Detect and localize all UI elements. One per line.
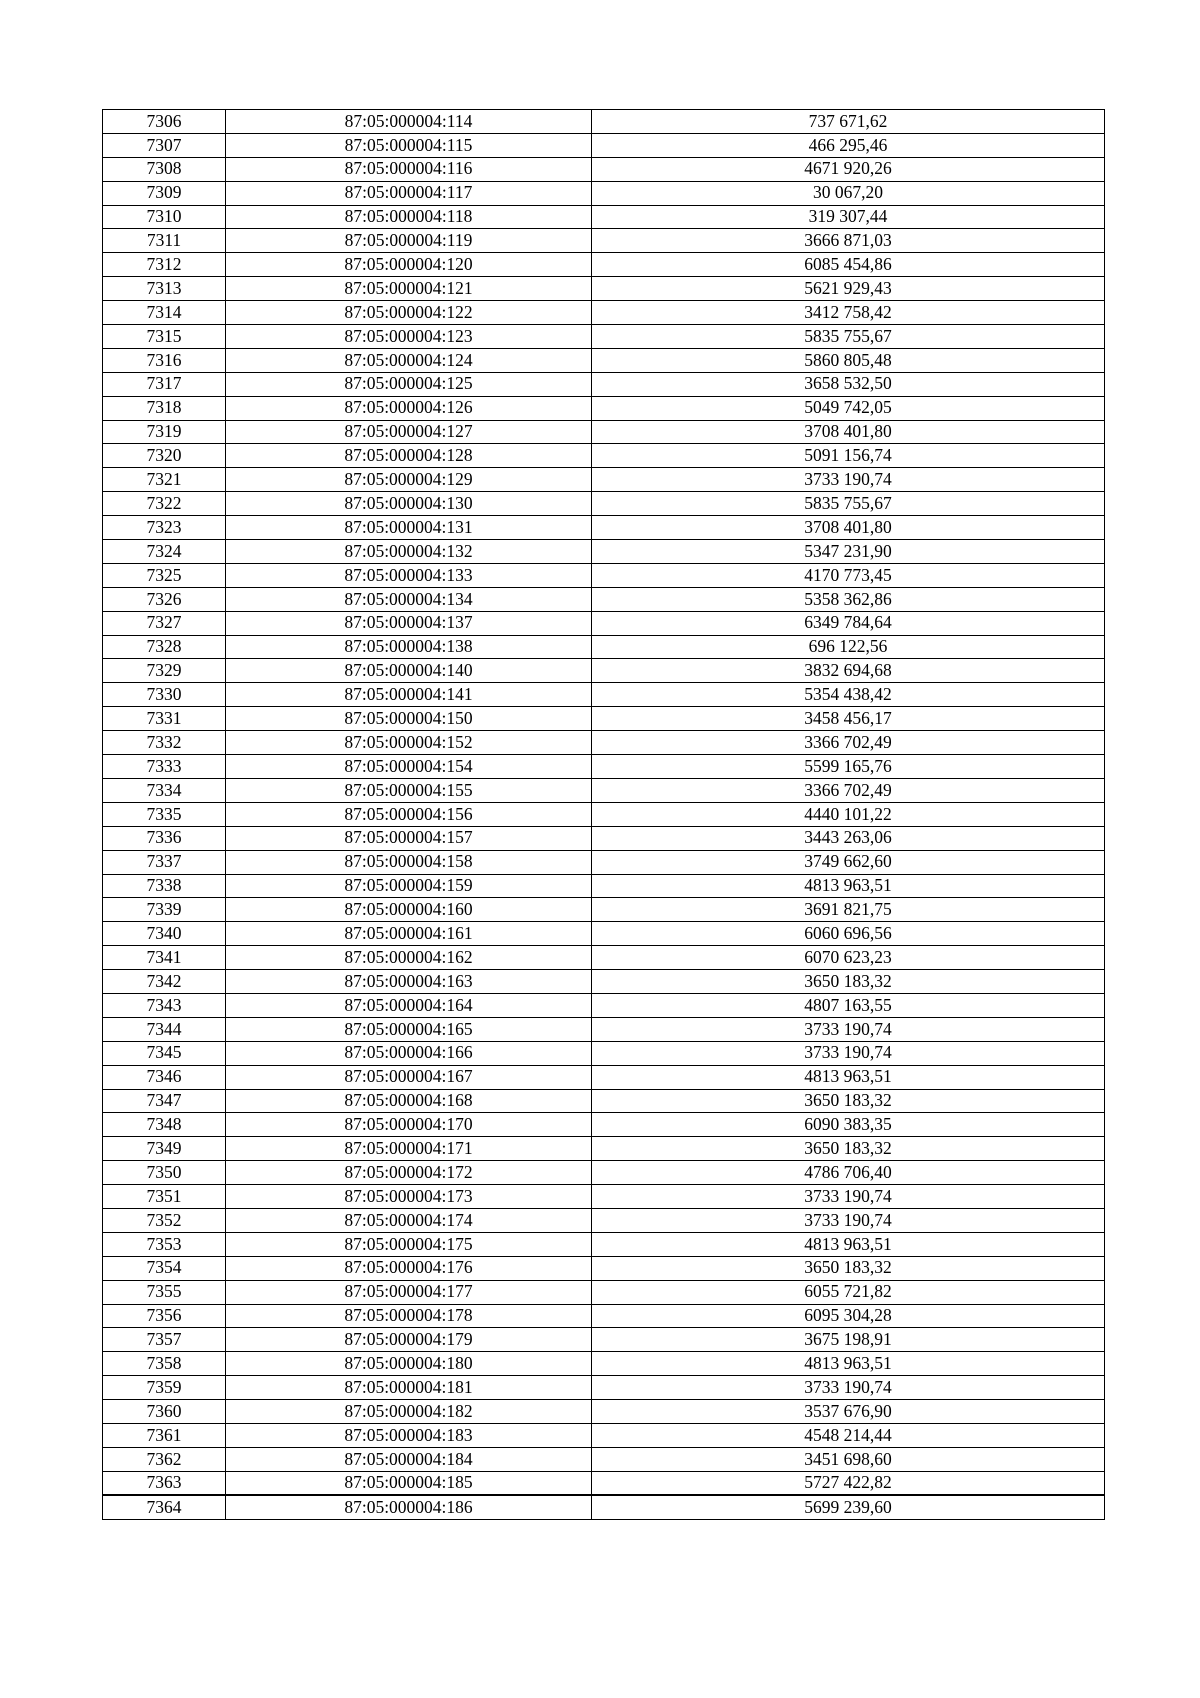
table-row [103, 1328, 1105, 1352]
table-row [103, 253, 1105, 277]
cadastral-number-cell: 87:05:000004:128 [226, 444, 592, 468]
table-row [103, 325, 1105, 349]
row-number-cell: 7357 [103, 1328, 226, 1352]
cadastral-number-cell: 87:05:000004:186 [226, 1495, 592, 1519]
row-number-cell: 7332 [103, 731, 226, 755]
row-number-cell: 7313 [103, 277, 226, 301]
cadastral-value-cell: 6060 696,56 [592, 922, 1105, 946]
table-row [103, 468, 1105, 492]
cadastral-number-cell: 87:05:000004:159 [226, 874, 592, 898]
table-row [103, 587, 1105, 611]
cadastral-number-cell: 87:05:000004:116 [226, 157, 592, 181]
table-row [103, 850, 1105, 874]
row-number-cell: 7330 [103, 683, 226, 707]
table-row [103, 1161, 1105, 1185]
cadastral-number-cell: 87:05:000004:154 [226, 755, 592, 779]
row-number-cell: 7336 [103, 826, 226, 850]
cadastral-number-cell: 87:05:000004:183 [226, 1423, 592, 1447]
cadastral-value-cell: 3412 758,42 [592, 301, 1105, 325]
table-row [103, 492, 1105, 516]
cadastral-value-cell: 4813 963,51 [592, 1232, 1105, 1256]
cadastral-value-cell: 5599 165,76 [592, 755, 1105, 779]
table-row [103, 277, 1105, 301]
cadastral-number-cell: 87:05:000004:181 [226, 1376, 592, 1400]
cadastral-value-cell: 6085 454,86 [592, 253, 1105, 277]
cadastral-number-cell: 87:05:000004:170 [226, 1113, 592, 1137]
cadastral-value-cell: 3658 532,50 [592, 372, 1105, 396]
table-row [103, 1352, 1105, 1376]
cadastral-value-cell: 3650 183,32 [592, 1137, 1105, 1161]
table-row [103, 1280, 1105, 1304]
cadastral-value-cell: 6349 784,64 [592, 611, 1105, 635]
row-number-cell: 7320 [103, 444, 226, 468]
cadastral-number-cell: 87:05:000004:178 [226, 1304, 592, 1328]
table-row [103, 157, 1105, 181]
cadastral-value-cell: 737 671,62 [592, 110, 1105, 134]
table-row [103, 205, 1105, 229]
cadastral-value-cell: 319 307,44 [592, 205, 1105, 229]
row-number-cell: 7359 [103, 1376, 226, 1400]
cadastral-value-cell: 5727 422,82 [592, 1471, 1105, 1495]
cadastral-value-cell: 696 122,56 [592, 635, 1105, 659]
cadastral-value-cell: 3366 702,49 [592, 731, 1105, 755]
table-row [103, 1065, 1105, 1089]
row-number-cell: 7333 [103, 755, 226, 779]
cadastral-number-cell: 87:05:000004:129 [226, 468, 592, 492]
table-row [103, 181, 1105, 205]
table-row [103, 1471, 1105, 1495]
cadastral-value-cell: 5091 156,74 [592, 444, 1105, 468]
table-row [103, 1185, 1105, 1209]
table-row [103, 420, 1105, 444]
row-number-cell: 7340 [103, 922, 226, 946]
cadastral-number-cell: 87:05:000004:180 [226, 1352, 592, 1376]
cadastral-value-cell: 3708 401,80 [592, 420, 1105, 444]
cadastral-value-cell: 3650 183,32 [592, 1256, 1105, 1280]
row-number-cell: 7343 [103, 993, 226, 1017]
cadastral-value-cell: 4813 963,51 [592, 874, 1105, 898]
table-row [103, 1113, 1105, 1137]
row-number-cell: 7319 [103, 420, 226, 444]
row-number-cell: 7308 [103, 157, 226, 181]
cadastral-value-cell: 4813 963,51 [592, 1065, 1105, 1089]
row-number-cell: 7353 [103, 1232, 226, 1256]
cadastral-number-cell: 87:05:000004:158 [226, 850, 592, 874]
row-number-cell: 7347 [103, 1089, 226, 1113]
cadastral-number-cell: 87:05:000004:166 [226, 1041, 592, 1065]
table-row [103, 922, 1105, 946]
row-number-cell: 7329 [103, 659, 226, 683]
cadastral-number-cell: 87:05:000004:133 [226, 563, 592, 587]
table-row [103, 1447, 1105, 1471]
table-row [103, 1256, 1105, 1280]
cadastral-value-cell: 3733 190,74 [592, 1208, 1105, 1232]
cadastral-number-cell: 87:05:000004:131 [226, 516, 592, 540]
cadastral-number-cell: 87:05:000004:125 [226, 372, 592, 396]
cadastral-value-cell: 6095 304,28 [592, 1304, 1105, 1328]
cadastral-number-cell: 87:05:000004:156 [226, 802, 592, 826]
cadastral-value-cell: 3458 456,17 [592, 707, 1105, 731]
table-body [103, 110, 1105, 1520]
cadastral-number-cell: 87:05:000004:182 [226, 1400, 592, 1424]
cadastral-value-cell: 3733 190,74 [592, 1041, 1105, 1065]
table-row [103, 1232, 1105, 1256]
row-number-cell: 7352 [103, 1208, 226, 1232]
cadastral-value-cell: 3443 263,06 [592, 826, 1105, 850]
cadastral-value-cell: 3537 676,90 [592, 1400, 1105, 1424]
cadastral-value-cell: 3733 190,74 [592, 468, 1105, 492]
row-number-cell: 7327 [103, 611, 226, 635]
row-number-cell: 7310 [103, 205, 226, 229]
cadastral-value-cell: 5358 362,86 [592, 587, 1105, 611]
cadastral-number-cell: 87:05:000004:174 [226, 1208, 592, 1232]
cadastral-value-cell: 3749 662,60 [592, 850, 1105, 874]
row-number-cell: 7312 [103, 253, 226, 277]
table-row [103, 563, 1105, 587]
row-number-cell: 7350 [103, 1161, 226, 1185]
row-number-cell: 7325 [103, 563, 226, 587]
cadastral-value-cell: 5860 805,48 [592, 348, 1105, 372]
cadastral-number-cell: 87:05:000004:162 [226, 946, 592, 970]
cadastral-value-cell: 5699 239,60 [592, 1495, 1105, 1519]
table-row [103, 683, 1105, 707]
cadastral-number-cell: 87:05:000004:132 [226, 540, 592, 564]
cadastral-value-cell: 4548 214,44 [592, 1423, 1105, 1447]
cadastral-number-cell: 87:05:000004:175 [226, 1232, 592, 1256]
table-row [103, 301, 1105, 325]
row-number-cell: 7314 [103, 301, 226, 325]
cadastral-number-cell: 87:05:000004:124 [226, 348, 592, 372]
cadastral-number-cell: 87:05:000004:117 [226, 181, 592, 205]
cadastral-value-cell: 3733 190,74 [592, 1376, 1105, 1400]
cadastral-number-cell: 87:05:000004:120 [226, 253, 592, 277]
cadastral-value-table [102, 109, 1105, 1520]
table-row [103, 1423, 1105, 1447]
row-number-cell: 7326 [103, 587, 226, 611]
row-number-cell: 7309 [103, 181, 226, 205]
row-number-cell: 7339 [103, 898, 226, 922]
cadastral-value-cell: 3733 190,74 [592, 1017, 1105, 1041]
table-row [103, 1208, 1105, 1232]
cadastral-value-cell: 3666 871,03 [592, 229, 1105, 253]
cadastral-number-cell: 87:05:000004:138 [226, 635, 592, 659]
table-row [103, 778, 1105, 802]
row-number-cell: 7348 [103, 1113, 226, 1137]
table-row [103, 444, 1105, 468]
row-number-cell: 7362 [103, 1447, 226, 1471]
table-row [103, 707, 1105, 731]
cadastral-number-cell: 87:05:000004:150 [226, 707, 592, 731]
table-row [103, 396, 1105, 420]
row-number-cell: 7354 [103, 1256, 226, 1280]
cadastral-number-cell: 87:05:000004:184 [226, 1447, 592, 1471]
table-row [103, 1137, 1105, 1161]
cadastral-number-cell: 87:05:000004:140 [226, 659, 592, 683]
cadastral-number-cell: 87:05:000004:173 [226, 1185, 592, 1209]
table-row [103, 1041, 1105, 1065]
row-number-cell: 7341 [103, 946, 226, 970]
table-row [103, 1376, 1105, 1400]
row-number-cell: 7331 [103, 707, 226, 731]
cadastral-value-cell: 4671 920,26 [592, 157, 1105, 181]
cadastral-value-cell: 5835 755,67 [592, 492, 1105, 516]
row-number-cell: 7344 [103, 1017, 226, 1041]
table-row [103, 110, 1105, 134]
cadastral-number-cell: 87:05:000004:152 [226, 731, 592, 755]
table-row [103, 348, 1105, 372]
cadastral-number-cell: 87:05:000004:119 [226, 229, 592, 253]
row-number-cell: 7334 [103, 778, 226, 802]
cadastral-number-cell: 87:05:000004:121 [226, 277, 592, 301]
row-number-cell: 7351 [103, 1185, 226, 1209]
row-number-cell: 7342 [103, 970, 226, 994]
cadastral-value-cell: 4807 163,55 [592, 993, 1105, 1017]
cadastral-value-cell: 3650 183,32 [592, 1089, 1105, 1113]
cadastral-number-cell: 87:05:000004:161 [226, 922, 592, 946]
row-number-cell: 7311 [103, 229, 226, 253]
cadastral-value-cell: 5621 929,43 [592, 277, 1105, 301]
cadastral-number-cell: 87:05:000004:157 [226, 826, 592, 850]
cadastral-value-cell: 4440 101,22 [592, 802, 1105, 826]
row-number-cell: 7364 [103, 1495, 226, 1519]
row-number-cell: 7360 [103, 1400, 226, 1424]
table-row [103, 731, 1105, 755]
cadastral-value-cell: 3691 821,75 [592, 898, 1105, 922]
table-row [103, 755, 1105, 779]
table-row [103, 1304, 1105, 1328]
table-row [103, 229, 1105, 253]
row-number-cell: 7306 [103, 110, 226, 134]
row-number-cell: 7338 [103, 874, 226, 898]
table-row [103, 1400, 1105, 1424]
cadastral-number-cell: 87:05:000004:185 [226, 1471, 592, 1495]
cadastral-number-cell: 87:05:000004:171 [226, 1137, 592, 1161]
cadastral-number-cell: 87:05:000004:172 [226, 1161, 592, 1185]
cadastral-value-cell: 6090 383,35 [592, 1113, 1105, 1137]
table-row [103, 540, 1105, 564]
cadastral-value-cell: 5049 742,05 [592, 396, 1105, 420]
table-row [103, 1495, 1105, 1519]
row-number-cell: 7337 [103, 850, 226, 874]
cadastral-number-cell: 87:05:000004:167 [226, 1065, 592, 1089]
row-number-cell: 7324 [103, 540, 226, 564]
cadastral-number-cell: 87:05:000004:137 [226, 611, 592, 635]
table-row [103, 659, 1105, 683]
row-number-cell: 7355 [103, 1280, 226, 1304]
row-number-cell: 7316 [103, 348, 226, 372]
cadastral-value-cell: 3675 198,91 [592, 1328, 1105, 1352]
cadastral-value-cell: 6055 721,82 [592, 1280, 1105, 1304]
cadastral-number-cell: 87:05:000004:177 [226, 1280, 592, 1304]
cadastral-number-cell: 87:05:000004:164 [226, 993, 592, 1017]
cadastral-value-cell: 5835 755,67 [592, 325, 1105, 349]
table-row [103, 133, 1105, 157]
cadastral-value-cell: 4786 706,40 [592, 1161, 1105, 1185]
cadastral-value-cell: 3832 694,68 [592, 659, 1105, 683]
cadastral-number-cell: 87:05:000004:155 [226, 778, 592, 802]
cadastral-value-cell: 3451 698,60 [592, 1447, 1105, 1471]
row-number-cell: 7335 [103, 802, 226, 826]
cadastral-value-cell: 5347 231,90 [592, 540, 1105, 564]
row-number-cell: 7328 [103, 635, 226, 659]
table-row [103, 516, 1105, 540]
cadastral-number-cell: 87:05:000004:123 [226, 325, 592, 349]
table-row [103, 1017, 1105, 1041]
table-row [103, 970, 1105, 994]
cadastral-number-cell: 87:05:000004:134 [226, 587, 592, 611]
row-number-cell: 7322 [103, 492, 226, 516]
table-row [103, 611, 1105, 635]
table-row [103, 946, 1105, 970]
row-number-cell: 7321 [103, 468, 226, 492]
table-row [103, 993, 1105, 1017]
cadastral-number-cell: 87:05:000004:122 [226, 301, 592, 325]
cadastral-number-cell: 87:05:000004:118 [226, 205, 592, 229]
cadastral-value-cell: 30 067,20 [592, 181, 1105, 205]
table-row [103, 802, 1105, 826]
table-row [103, 826, 1105, 850]
row-number-cell: 7318 [103, 396, 226, 420]
row-number-cell: 7345 [103, 1041, 226, 1065]
table-row [103, 372, 1105, 396]
cadastral-number-cell: 87:05:000004:168 [226, 1089, 592, 1113]
row-number-cell: 7315 [103, 325, 226, 349]
cadastral-value-cell: 4170 773,45 [592, 563, 1105, 587]
cadastral-value-cell: 466 295,46 [592, 133, 1105, 157]
table-row [103, 898, 1105, 922]
row-number-cell: 7356 [103, 1304, 226, 1328]
cadastral-value-cell: 4813 963,51 [592, 1352, 1105, 1376]
cadastral-number-cell: 87:05:000004:126 [226, 396, 592, 420]
cadastral-value-cell: 6070 623,23 [592, 946, 1105, 970]
row-number-cell: 7346 [103, 1065, 226, 1089]
table-row [103, 874, 1105, 898]
cadastral-number-cell: 87:05:000004:114 [226, 110, 592, 134]
cadastral-number-cell: 87:05:000004:130 [226, 492, 592, 516]
cadastral-number-cell: 87:05:000004:160 [226, 898, 592, 922]
cadastral-number-cell: 87:05:000004:176 [226, 1256, 592, 1280]
row-number-cell: 7323 [103, 516, 226, 540]
cadastral-number-cell: 87:05:000004:127 [226, 420, 592, 444]
cadastral-value-cell: 3708 401,80 [592, 516, 1105, 540]
table-row [103, 1089, 1105, 1113]
cadastral-value-cell: 3366 702,49 [592, 778, 1105, 802]
cadastral-number-cell: 87:05:000004:163 [226, 970, 592, 994]
cadastral-value-cell: 3733 190,74 [592, 1185, 1105, 1209]
row-number-cell: 7361 [103, 1423, 226, 1447]
row-number-cell: 7358 [103, 1352, 226, 1376]
cadastral-value-cell: 5354 438,42 [592, 683, 1105, 707]
row-number-cell: 7363 [103, 1471, 226, 1495]
row-number-cell: 7307 [103, 133, 226, 157]
row-number-cell: 7317 [103, 372, 226, 396]
cadastral-value-cell: 3650 183,32 [592, 970, 1105, 994]
cadastral-number-cell: 87:05:000004:179 [226, 1328, 592, 1352]
table-row [103, 635, 1105, 659]
cadastral-number-cell: 87:05:000004:115 [226, 133, 592, 157]
cadastral-number-cell: 87:05:000004:141 [226, 683, 592, 707]
cadastral-number-cell: 87:05:000004:165 [226, 1017, 592, 1041]
row-number-cell: 7349 [103, 1137, 226, 1161]
